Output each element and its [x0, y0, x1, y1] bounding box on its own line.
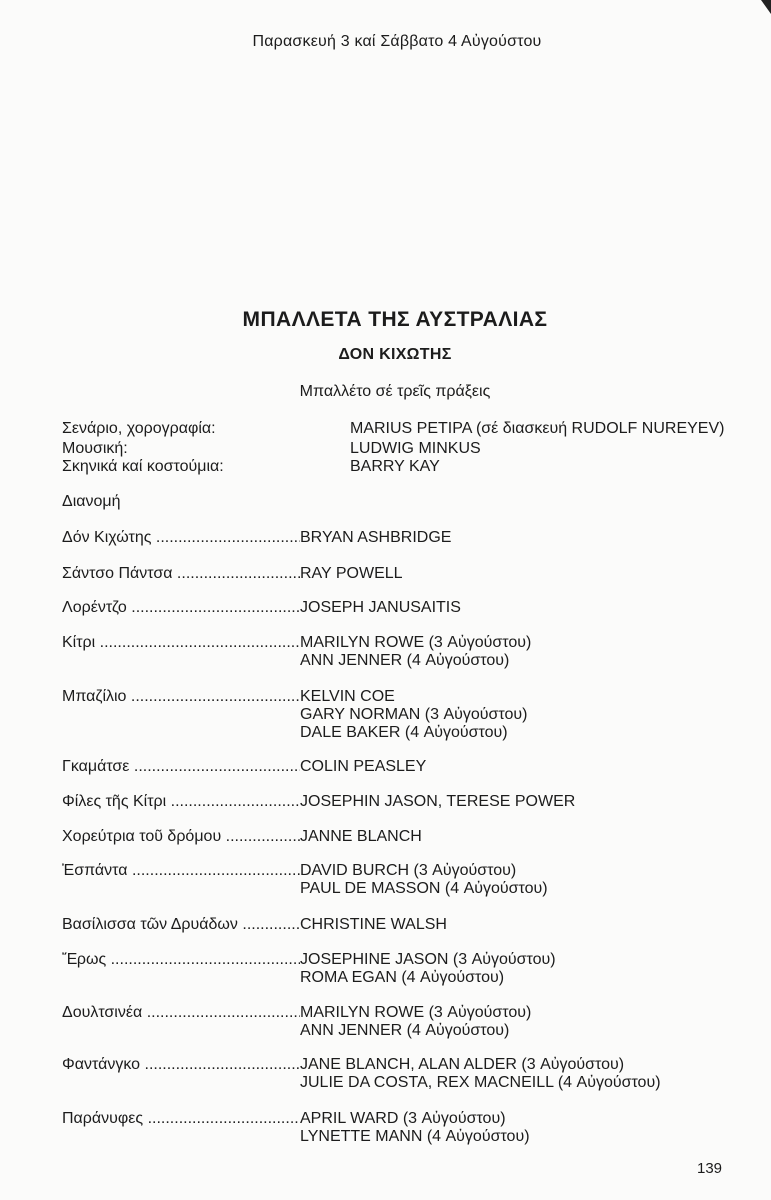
role-name: Κίτρι ..... [62, 634, 300, 652]
cast-name: KELVIN COE [300, 688, 395, 705]
cast-names [300, 951, 556, 987]
role-name: Ἐσπάντα ..... [62, 862, 300, 880]
credit-row [62, 458, 440, 476]
cast-name: GARY NORMAN (3 Αὐγούστου) [300, 706, 528, 723]
cast-names [300, 688, 527, 742]
role-name: Βασίλισσα τῶν Δρυάδων ..... [62, 916, 300, 934]
role-name: Δουλτσινέα ..... [62, 1004, 300, 1022]
credit-value: BARRY KAY [350, 458, 440, 475]
page-number: 139 [697, 1160, 723, 1177]
cast-names [300, 1004, 531, 1040]
credit-value: LUDWIG MINKUS [350, 440, 481, 457]
cast-row [62, 951, 556, 986]
cast-names [300, 565, 403, 583]
credit-value: MARIUS PETIPA (σέ διασκευή RUDOLF NUREYEV) [350, 420, 725, 437]
cast-name: CHRISTINE WALSH [300, 916, 447, 933]
credit-row [62, 440, 481, 458]
credit-label: Σενάριο, χορογραφία: [62, 420, 216, 437]
cast-names [300, 758, 426, 776]
cast-names [300, 1056, 661, 1092]
cast-name: BRYAN ASHBRIDGE [300, 529, 452, 546]
cast-names [300, 916, 447, 934]
cast-name: JULIE DA COSTA, REX MACNEILL (4 Αὐγούστου) [300, 1074, 661, 1091]
role-name: Ἔρως ..... [62, 951, 300, 969]
cast-name: JOSEPH JANUSAITIS [300, 599, 461, 616]
cast-row [62, 1004, 532, 1039]
role-name: Δόν Κιχώτης ..... [62, 529, 300, 547]
role-name: Φαντάνγκο ..... [62, 1056, 300, 1074]
cast-names [300, 793, 575, 811]
cast-names [300, 634, 531, 670]
role-name: Λορέντζο ..... [62, 599, 300, 617]
role-name: Χορεύτρια τοῦ δρόμου ..... [62, 828, 300, 846]
work-description: Μπαλλέτο σέ τρεῖς πράξεις [299, 383, 491, 400]
cast-names [300, 828, 422, 846]
cast-row [62, 862, 548, 897]
cast-names [300, 529, 451, 547]
cast-row [62, 828, 422, 846]
role-name: Σάντσο Πάντσα ..... [62, 565, 300, 583]
cast-row [62, 634, 532, 669]
cast-names [300, 862, 548, 898]
cast-name: APRIL WARD (3 Αὐγούστου) [300, 1110, 506, 1127]
cast-row [62, 758, 427, 776]
cast-row [62, 1110, 530, 1145]
page-header: Παρασκευή 3 καί Σάββατο 4 Αὐγούστου [252, 33, 542, 50]
cast-name: JANNE BLANCH [300, 828, 422, 845]
cast-name: LYNETTE MANN (4 Αὐγούστου) [300, 1128, 530, 1145]
cast-row [62, 1056, 661, 1091]
cast-name: ROMA EGAN (4 Αὐγούστου) [300, 969, 505, 986]
cast-row [62, 793, 576, 811]
role-name: Γκαμάτσε ..... [62, 758, 300, 776]
role-name: Παράνυφες ..... [62, 1110, 300, 1128]
cast-name: MARILYN ROWE (3 Αὐγούστου) [300, 1004, 532, 1021]
cast-name: PAUL DE MASSON (4 Αὐγούστου) [300, 880, 548, 897]
role-name: Μπαζίλιο ..... [62, 688, 300, 706]
cast-name: DALE BAKER (4 Αὐγούστου) [300, 724, 508, 741]
cast-name: ANN JENNER (4 Αὐγούστου) [300, 652, 510, 669]
cast-name: MARILYN ROWE (3 Αὐγούστου) [300, 634, 532, 651]
credit-row [62, 420, 725, 438]
cast-name: JOSEPHINE JASON (3 Αὐγούστου) [300, 951, 556, 968]
cast-name: ANN JENNER (4 Αὐγούστου) [300, 1022, 510, 1039]
cast-row [62, 565, 403, 583]
role-name: Φίλες τῆς Κίτρι ..... [62, 793, 300, 811]
cast-names [300, 599, 461, 617]
work-title: ΔΟΝ ΚΙΧΩΤΗΣ [338, 346, 452, 363]
cast-name: JOSEPHIN JASON, TERESE POWER [300, 793, 576, 810]
credit-label: Σκηνικά καί κοστούμια: [62, 458, 224, 475]
cast-name: JANE BLANCH, ALAN ALDER (3 Αὐγούστου) [300, 1056, 625, 1073]
cast-row [62, 916, 447, 934]
cast-section-label: Διανομή [62, 493, 121, 510]
cast-name: RAY POWELL [300, 565, 403, 582]
cast-row [62, 599, 461, 617]
cast-name: DAVID BURCH (3 Αὐγούστου) [300, 862, 517, 879]
corner-mark [761, 0, 771, 14]
cast-name: COLIN PEASLEY [300, 758, 427, 775]
cast-names [300, 1110, 530, 1146]
page-title: ΜΠΑΛΛΕΤΑ ΤΗΣ ΑΥΣΤΡΑΛΙΑΣ [242, 308, 548, 331]
cast-row [62, 529, 452, 547]
credit-label: Μουσική: [62, 440, 128, 457]
cast-row [62, 688, 528, 741]
